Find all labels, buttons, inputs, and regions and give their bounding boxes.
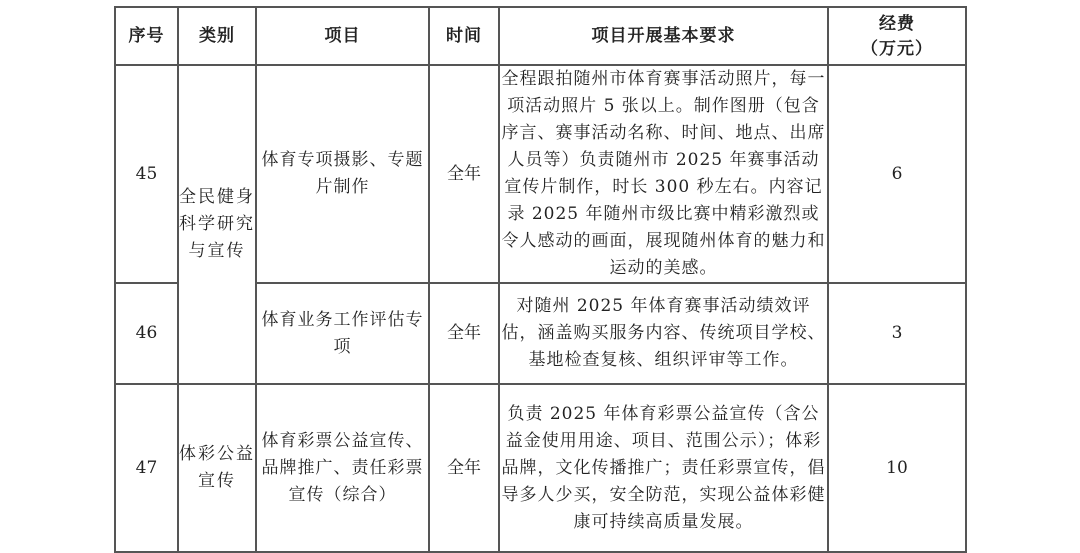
row-time: 全年: [429, 283, 499, 384]
header-project: 项目: [256, 7, 429, 65]
row-funding: 6: [828, 65, 966, 283]
header-category: 类别: [178, 7, 256, 65]
row-requirements: 负责 2025 年体育彩票公益宣传（含公益金使用用途、项目、范围公示）；体彩品牌，文化传播推广；责任彩票宣传，倡导多人少买，安全防范，实现公益体彩健康可持续高质量发展。: [499, 384, 828, 552]
header-seq: 序号: [115, 7, 178, 65]
header-funding-label: 经费: [879, 14, 915, 34]
row-time: 全年: [429, 65, 499, 283]
row-project: 体育业务工作评估专项: [256, 283, 429, 384]
table-row: [115, 384, 966, 552]
table-row: [115, 65, 966, 283]
header-time: 时间: [429, 7, 499, 65]
row-requirements: 对随州 2025 年体育赛事活动绩效评估，涵盖购买服务内容、传统项目学校、基地检查复核、组织评审等工作。: [499, 283, 828, 384]
row-requirements: 全程跟拍随州市体育赛事活动照片，每一项活动照片 5 张以上。制作图册（包含序言、赛事活动名称、时间、地点、出席人员等）负责随州市 2025 年赛事活动宣传片制作，时长 300 秒左右。内容记录 2025 年随州市级比赛中精彩激烈或令人感动的画面，展现随州体育的魅力和运动的美感。: [499, 65, 828, 283]
table-header-row: [115, 7, 966, 65]
row-project: 体育专项摄影、专题片制作: [256, 65, 429, 283]
header-funding: [828, 7, 966, 65]
row-funding: 10: [828, 384, 966, 552]
row-funding: 3: [828, 283, 966, 384]
row-project: 体育彩票公益宣传、品牌推广、责任彩票宣传（综合）: [256, 384, 429, 552]
header-requirements: 项目开展基本要求: [499, 7, 828, 65]
row-category: 体彩公益宣传: [178, 384, 256, 552]
header-funding-unit: （万元）: [861, 39, 933, 59]
row-time: 全年: [429, 384, 499, 552]
row-seq: 46: [115, 283, 178, 384]
row-seq: 47: [115, 384, 178, 552]
budget-table: [114, 6, 967, 553]
row-seq: 45: [115, 65, 178, 283]
row-category: 全民健身科学研究与宣传: [178, 65, 256, 384]
